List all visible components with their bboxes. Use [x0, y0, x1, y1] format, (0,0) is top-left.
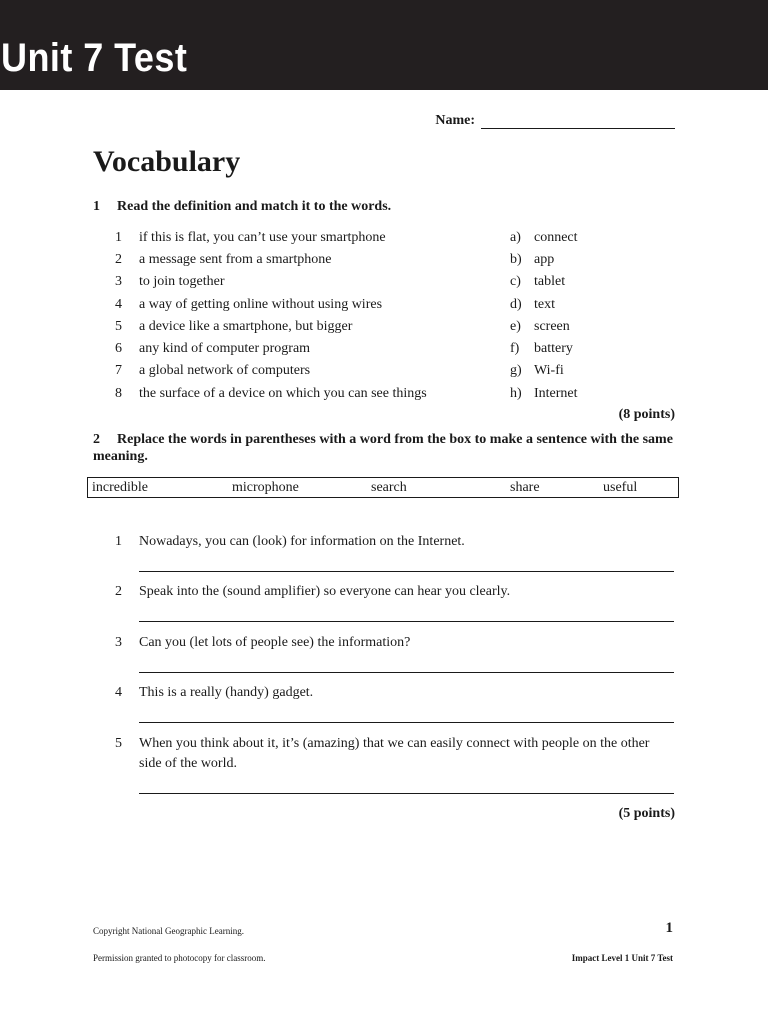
definition-text: if this is flat, you can’t use your smartphone: [139, 230, 386, 245]
match-row: [93, 294, 675, 316]
definition-text: the surface of a device on which you can see things: [139, 386, 427, 401]
question-item: [93, 582, 675, 602]
definition-text: to join together: [139, 274, 225, 289]
name-label: Name:: [435, 113, 475, 128]
box-word: microphone: [232, 480, 299, 495]
word-text: connect: [534, 230, 578, 245]
copyright-text: Copyright National Geographic Learning.: [93, 926, 244, 936]
question-item: [93, 734, 675, 774]
word-letter: h): [510, 386, 522, 401]
definition-text: a way of getting online without using wires: [139, 297, 383, 312]
definition-text: any kind of computer program: [139, 341, 311, 356]
answer-line[interactable]: [139, 672, 674, 673]
word-letter: c): [510, 274, 521, 289]
question-item: [93, 633, 675, 653]
match-row: [93, 271, 675, 293]
word-letter: e): [510, 319, 521, 334]
question-text: Can you (let lots of people see) the information?: [139, 635, 411, 650]
item-number: 3: [115, 635, 122, 650]
answer-line[interactable]: [139, 571, 674, 572]
match-row: [93, 338, 675, 360]
question-text: Speak into the (sound amplifier) so everyone can hear you clearly.: [139, 584, 511, 599]
definition-text: a global network of computers: [139, 363, 311, 378]
exercise2-points: (5 points): [618, 806, 675, 821]
word-box: [87, 477, 679, 498]
question-item: [93, 683, 675, 703]
instruction-text: Replace the words in parentheses with a word from the box to make a sentence with the same meaning.: [93, 432, 673, 464]
section-title: Vocabulary: [93, 145, 241, 178]
exercise-number: 1: [93, 199, 100, 214]
test-label: Impact Level 1 Unit 7 Test: [571, 953, 673, 963]
name-blank-line: [481, 114, 675, 129]
word-letter: a): [510, 230, 521, 245]
answer-line[interactable]: [139, 722, 674, 723]
word-text: battery: [534, 341, 573, 356]
word-text: text: [534, 297, 555, 312]
item-number: 4: [115, 297, 122, 312]
match-row: [93, 316, 675, 338]
box-word: search: [371, 480, 407, 495]
word-letter: g): [510, 363, 522, 378]
page-number: 1: [665, 920, 673, 936]
item-number: 2: [115, 252, 122, 267]
word-text: app: [534, 252, 555, 267]
word-letter: d): [510, 297, 522, 312]
header-banner: [0, 0, 768, 90]
definition-text: a device like a smartphone, but bigger: [139, 319, 353, 334]
word-text: screen: [534, 319, 570, 334]
item-number: 5: [115, 736, 122, 751]
item-number: 5: [115, 319, 122, 334]
match-row: [93, 227, 675, 249]
instruction-text: Read the definition and match it to the words.: [117, 199, 392, 214]
box-word: share: [510, 480, 540, 495]
box-word: useful: [603, 480, 638, 495]
exercise1-instruction: [93, 198, 675, 215]
word-text: Internet: [534, 386, 578, 401]
question-text: When you think about it, it’s (amazing) that we can easily connect with people on the other side of the world.: [139, 736, 650, 771]
word-letter: f): [510, 341, 520, 356]
item-number: 6: [115, 341, 122, 356]
item-number: 4: [115, 685, 122, 700]
question-item: [93, 532, 675, 552]
question-text: This is a really (handy) gadget.: [139, 685, 314, 700]
match-row: [93, 383, 675, 405]
match-row: [93, 249, 675, 271]
match-row: [93, 360, 675, 382]
item-number: 2: [115, 584, 122, 599]
box-word: incredible: [92, 480, 148, 495]
question-text: Nowadays, you can (look) for information on the Internet.: [139, 534, 465, 549]
exercise2-instruction: [93, 431, 675, 465]
name-field: [435, 113, 675, 129]
permission-text: Permission granted to photocopy for classroom.: [93, 953, 266, 963]
answer-line[interactable]: [139, 793, 674, 794]
item-number: 8: [115, 386, 122, 401]
item-number: 3: [115, 274, 122, 289]
item-number: 7: [115, 363, 122, 378]
word-letter: b): [510, 252, 522, 267]
answer-line[interactable]: [139, 621, 674, 622]
item-number: 1: [115, 230, 122, 245]
definition-text: a message sent from a smartphone: [139, 252, 332, 267]
page-title: Unit 7 Test: [1, 36, 188, 80]
exercise1-points: (8 points): [618, 407, 675, 422]
word-text: Wi-fi: [534, 363, 564, 378]
exercise-number: 2: [93, 432, 100, 447]
word-text: tablet: [534, 274, 566, 289]
item-number: 1: [115, 534, 122, 549]
